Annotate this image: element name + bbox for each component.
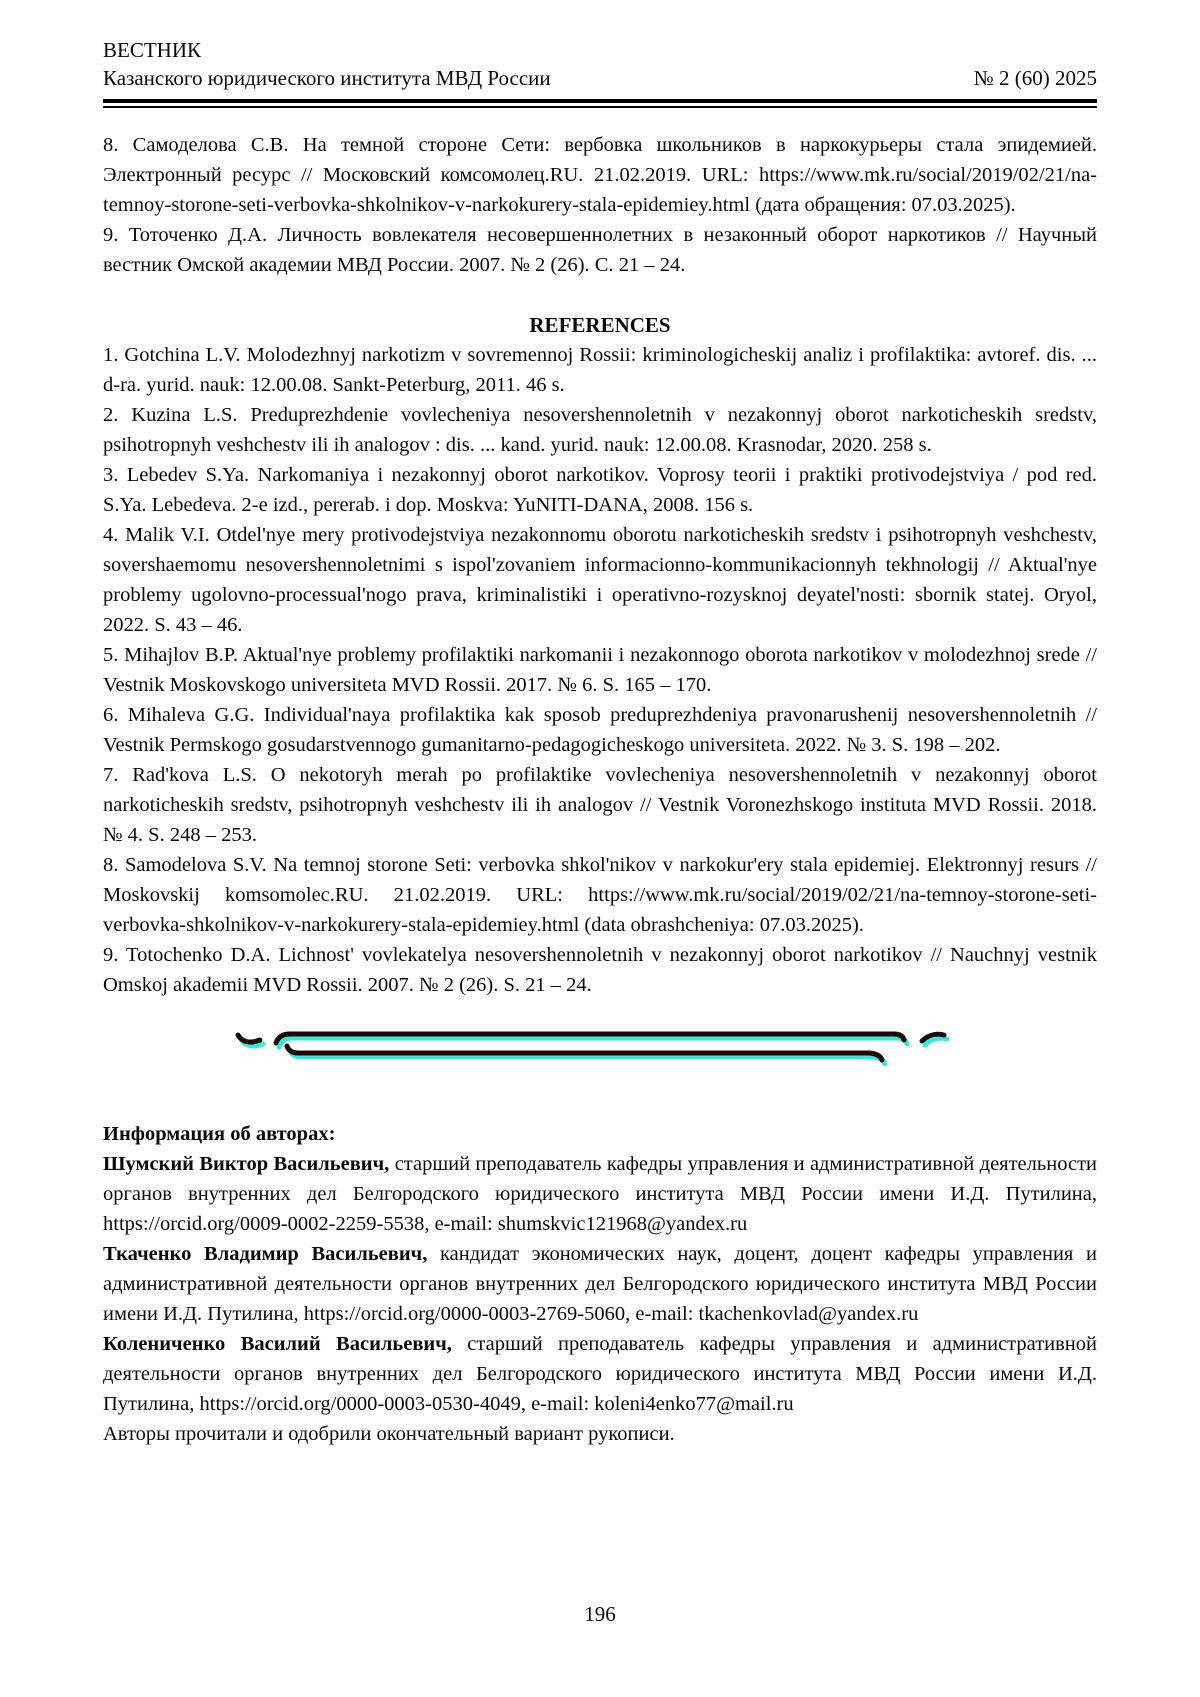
page-body [103, 130, 1097, 1449]
references-heading: REFERENCES [529, 313, 671, 337]
reference-item-3: 3. Lebedev S.Ya. Narkomaniya i nezakonnyj oborot narkotikov. Voprosy teorii i praktiki protivodejstviya / pod red. S.Ya. Lebedeva. 2-e izd., pererab. i dop. Moskva: YuNITI-DANA, 2008. 156 s. [103, 464, 1097, 516]
institute-name: Казанского юридического института МВД России [103, 66, 551, 90]
author-details: старший преподаватель кафедры управления и административной деятельности органов внутренних дел Белгородского юридического института МВД России имени И.Д. Путилина, https://orcid.org/0000-0003-0530-4049, e-mail: koleni4enko77@mail.ru [103, 1333, 1097, 1415]
authors-info-section [103, 1119, 1097, 1449]
reference-item-8: 8. Samodelova S.V. Na temnoj storone Seti: verbovka shkol'nikov v narkokur'ery stala epidemiej. Elektronnyj resurs // Moskovskij komsomolec.RU. 21.02.2019. URL: https://www.mk.ru/social/2019/02/21/na-temnoy-storone-seti-verbovka-shkolnikov-v-narkokurery-stala-epidemiey.html (data obrashcheniya: 07.03.2025). [103, 854, 1097, 936]
journal-title: ВЕСТНИК [103, 38, 202, 62]
author-entry-1 [103, 1149, 1097, 1239]
authors-heading: Информация об авторах: [103, 1123, 336, 1145]
section-divider [103, 1026, 1097, 1075]
reference-item-5: 5. Mihajlov B.P. Aktual'nye problemy profilaktiki narkomanii i nezakonnogo oborota narkotikov v molodezhnoj srede // Vestnik Moskovskogo universiteta MVD Rossii. 2017. № 6. S. 165 – 170. [103, 644, 1097, 696]
header-rule [103, 99, 1097, 108]
author-name: Ткаченко Владимир Васильевич, [103, 1243, 428, 1265]
reference-item-9: 9. Totochenko D.A. Lichnost' vovlekatelya nesovershennoletnih v nezakonnyj oborot narkotikov // Nauchnyj vestnik Omskoj akademii MVD Rossii. 2007. № 2 (26). S. 21 – 24. [103, 944, 1097, 996]
reference-item-2: 2. Kuzina L.S. Preduprezhdenie vovlecheniya nesovershennoletnih v nezakonnyj oborot narkoticheskih sredstv, psihotropnyh veshchestv ili ih analogov : dis. ... kand. yurid. nauk: 12.00.08. Krasnodar, 2020. 258 s. [103, 404, 1097, 456]
authors-note: Авторы прочитали и одобрили окончательный вариант рукописи. [103, 1423, 675, 1445]
page-number: 196 [584, 1602, 616, 1626]
reference-item-6: 6. Mihaleva G.G. Individual'naya profilaktika kak sposob preduprezhdeniya pravonarushenij nesovershennoletnih // Vestnik Permskogo gosudarstvennogo gumanitarno-pedagogicheskogo universiteta. 2022. № 3. S. 198 – 202. [103, 704, 1097, 756]
author-entry-3 [103, 1329, 1097, 1419]
author-name: Колениченко Василий Васильевич, [103, 1333, 452, 1355]
reference-item-7: 7. Rad'kova L.S. O nekotoryh merah po profilaktike vovlecheniya nesovershennoletnih v nezakonnyj oborot narkoticheskih sredstv, psihotropnyh veshchestv ili ih analogov // Vestnik Voronezhskogo instituta MVD Rossii. 2018. № 4. S. 248 – 253. [103, 764, 1097, 846]
author-details: кандидат экономических наук, доцент, доцент кафедры управления и административной деятельности органов внутренних дел Белгородского юридического института МВД России имени И.Д. Путилина, https://orcid.org/0000-0003-2769-5060, e-mail: tkachenkovlad@yandex.ru [103, 1243, 1097, 1325]
russian-reference-9: 9. Тоточенко Д.А. Личность вовлекателя несовершеннолетних в незаконный оборот наркотиков // Научный вестник Омской академии МВД России. 2007. № 2 (26). С. 21 – 24. [103, 224, 1097, 276]
issue-number: № 2 (60) 2025 [973, 66, 1097, 90]
russian-reference-8: 8. Самоделова С.В. На темной стороне Сети: вербовка школьников в наркокурьеры стала эпидемией. Электронный ресурс // Московский комсомолец.RU. 21.02.2019. URL: https://www.mk.ru/social/2019/02/21/na-temnoy-storone-seti-verbovka-shkolnikov-v-narkokurery-stala-epidemiey.html (дата обращения: 07.03.2025). [103, 134, 1097, 216]
author-details: старший преподаватель кафедры управления и административной деятельности органов внутренних дел Белгородского юридического института МВД России имени И.Д. Путилина, https://orcid.org/0009-0002-2259-5538, e-mail: shumskvic121968@yandex.ru [103, 1153, 1097, 1235]
page-header [103, 36, 1097, 108]
author-name: Шумский Виктор Васильевич, [103, 1153, 390, 1175]
divider-ornament-icon [230, 1026, 970, 1066]
reference-item-4: 4. Malik V.I. Otdel'nye mery protivodejstviya nezakonnomu oborotu narkoticheskih sredstv i psihotropnyh veshchestv, sovershaemomu nesovershennoletnimi s ispol'zovaniem informacionno-kommunikacionnyh tekhnologij // Aktual'nye problemy ugolovno-processual'nogo prava, kriminalistiki i operativno-rozysknoj deyatel'nosti: sbornik statej. Oryol, 2022. S. 43 – 46. [103, 524, 1097, 636]
reference-item-1: 1. Gotchina L.V. Molodezhnyj narkotizm v sovremennoj Rossii: kriminologicheskij analiz i profilaktika: avtoref. dis. ... d-ra. yurid. nauk: 12.00.08. Sankt-Peterburg, 2011. 46 s. [103, 344, 1097, 396]
author-entry-2 [103, 1239, 1097, 1329]
